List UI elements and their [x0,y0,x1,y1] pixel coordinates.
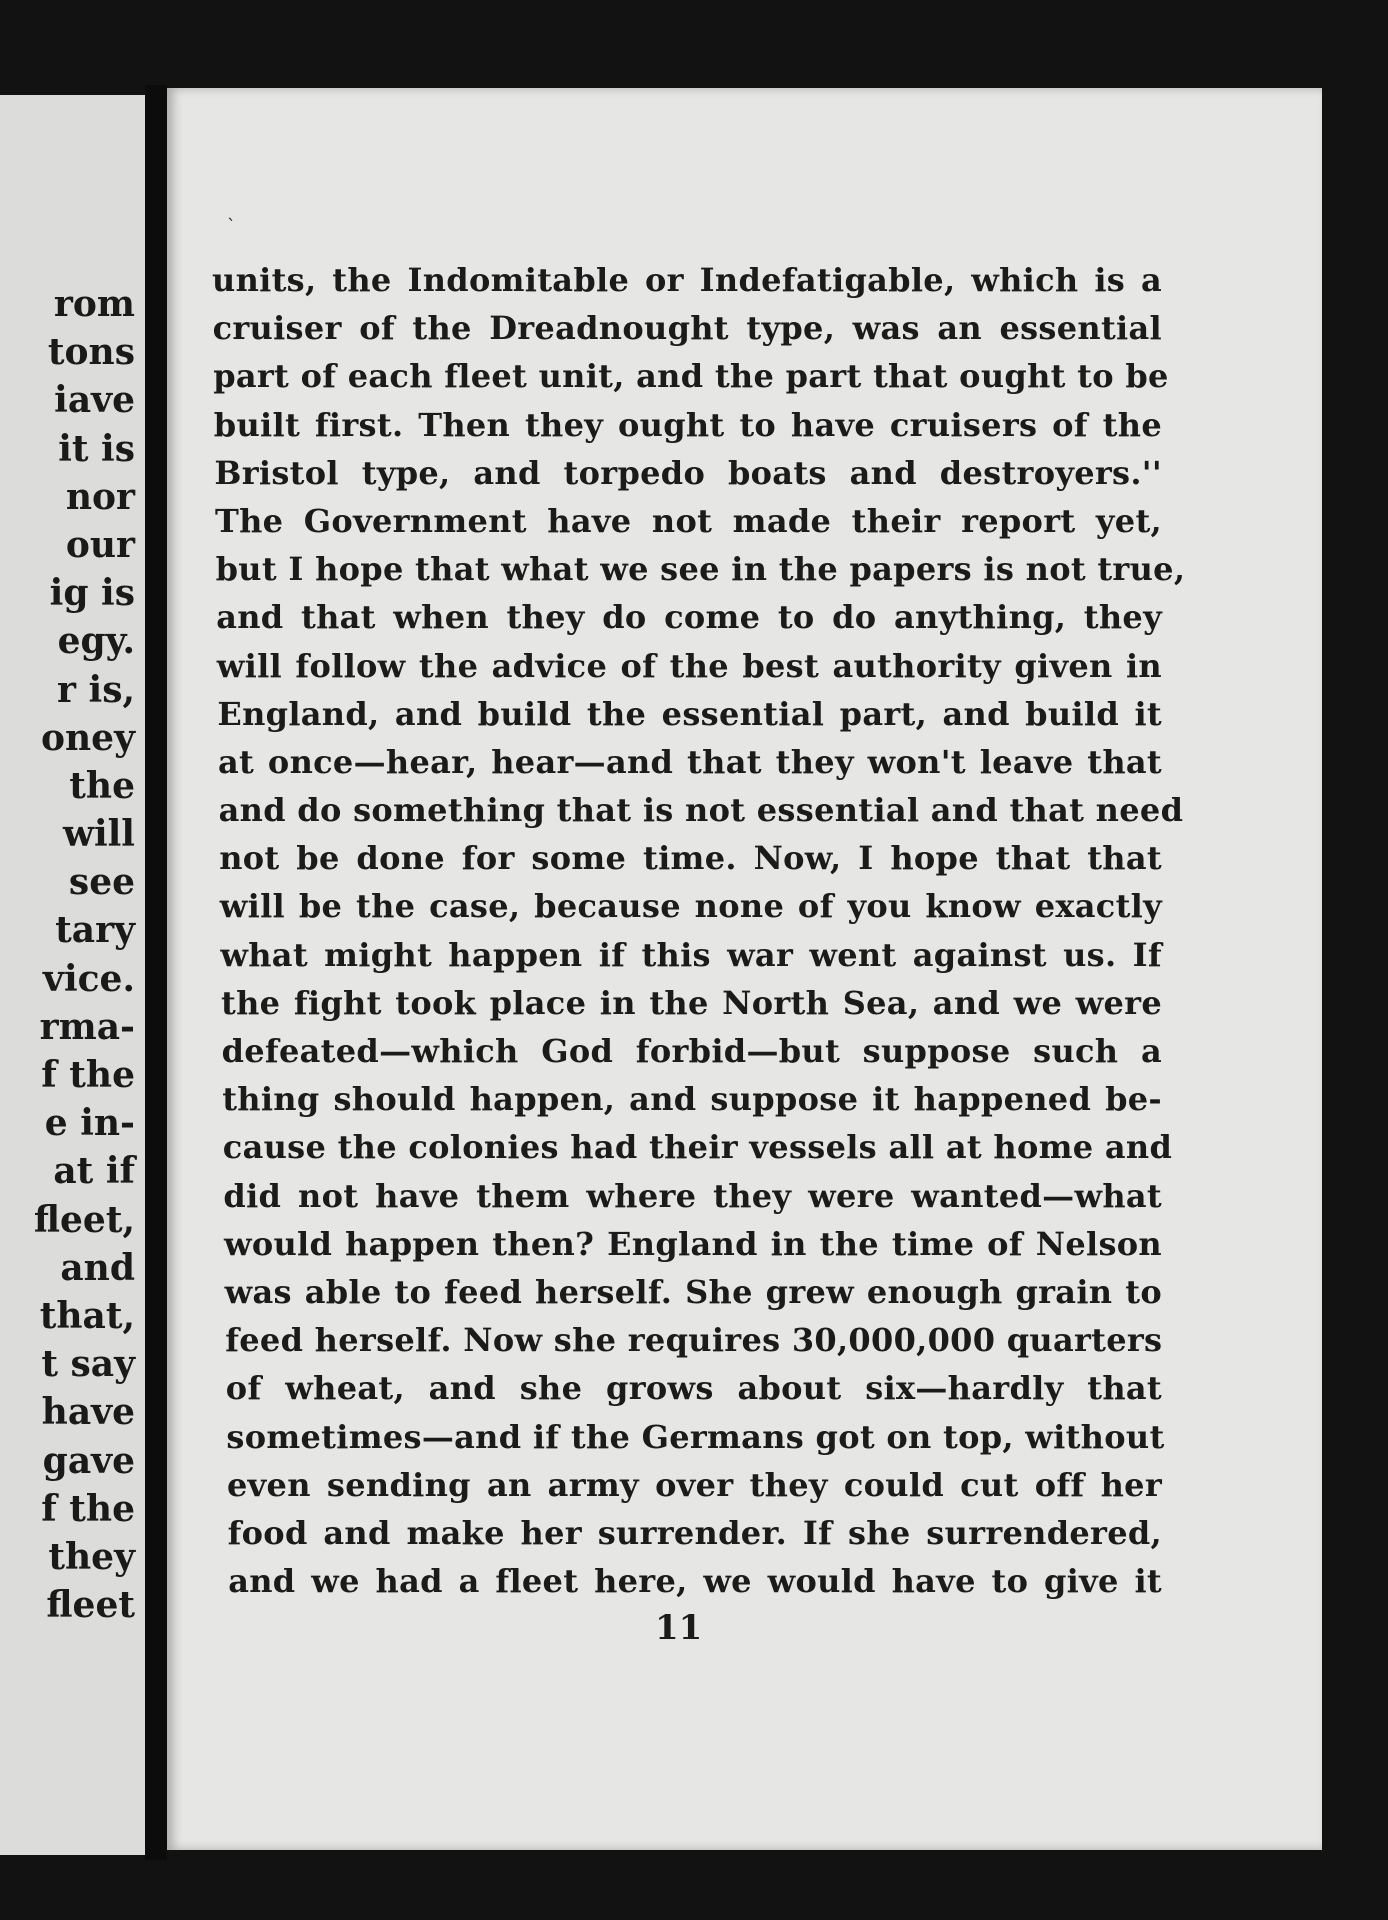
left-page-line: ig is [49,572,135,615]
left-page-line: tons [47,331,135,374]
text-line: The Government have not made their report yet, [215,501,1162,540]
left-page-line: have [41,1391,135,1434]
text-line: will follow the advice of the best authority given in [216,646,1162,685]
text-line: units, the Indomitable or Indefatigable, which is a [212,261,1162,299]
text-line: England, and build the essential part, and build it [217,694,1162,733]
text-line: built first. Then they ought to have cruisers of the [213,405,1162,444]
left-page-line: e in- [44,1102,135,1145]
text-line: cause the colonies had their vessels all at home and [222,1128,1173,1167]
text-line: what might happen if this war went against us. If [220,935,1162,974]
text-line: thing should happen, and suppose it happened be- [222,1080,1162,1119]
text-line: feed herself. Now she requires 30,000,000 quarters [225,1321,1163,1360]
text-line: part of each fleet unit, and the part that ought to be [213,357,1169,396]
text-line: of wheat, and she grows about six—hardly that [225,1369,1162,1408]
book-binding [145,85,167,1860]
left-page-line: it is [58,427,135,470]
text-line: and do something that is not essential and that need [218,791,1184,830]
text-line: was able to feed herself. She grew enough grain to [224,1272,1162,1311]
text-line: cruiser of the Dreadnought type, was an essential [212,309,1162,348]
left-page-line: see [68,861,135,904]
text-line: and that when they do come to do anything, they [216,598,1162,637]
left-page-line: at if [53,1150,135,1193]
left-page-line: and [60,1246,135,1289]
left-page-line: the [69,764,135,807]
left-page-line: f the [41,1054,135,1096]
left-page-line: egy. [57,620,135,663]
left-page-line: rma- [39,1005,135,1048]
left-page-line: will [62,813,135,856]
left-page-line: fleet, [33,1198,135,1241]
text-line: at once—hear, hear—and that they won't leave that [218,742,1162,781]
left-page-line: gave [42,1439,135,1482]
left-page-line: tary [55,909,135,952]
left-page-line: rom [53,283,135,325]
text-line: defeated—which God forbid—but suppose such a [221,1032,1162,1070]
text-line: will be the case, because none of you know exactly [219,887,1162,926]
page-body-text [212,256,1186,1605]
main-page [167,88,1322,1850]
text-line: but I hope that what we see in the papers is not true, [215,550,1186,589]
text-line: even sending an army over they could cut off her [227,1465,1162,1504]
left-page-line: t say [41,1343,135,1386]
text-line: would happen then? England in the time of Nelson [224,1224,1162,1263]
text-line: food and make her surrender. If she surrendered, [227,1513,1162,1552]
left-page-line: iave [54,379,135,422]
left-page-line: oney [40,716,135,759]
page-number: 11 [655,1608,703,1648]
left-page-line: they [48,1535,135,1578]
left-page-line: vice. [43,957,135,1000]
text-line: and we had a fleet here, we would have to give it [228,1562,1162,1601]
left-page-line: that, [39,1294,135,1337]
left-page-line: fleet [46,1584,135,1627]
left-page-line: our [65,523,135,566]
text-line: did not have them where they were wanted—what [223,1176,1162,1215]
left-page-text [34,280,135,1629]
ink-mark: ˋ [227,216,236,237]
text-line: not be done for some time. Now, I hope that that [219,839,1162,878]
text-line: Bristol type, and torpedo boats and destroyers.'' [214,453,1162,492]
left-page-line: r is, [57,668,135,711]
text-line: the fight took place in the North Sea, and we were [221,983,1162,1022]
left-page-edge [0,95,145,1855]
left-page-line: nor [65,475,135,518]
left-page-line: f the [41,1487,135,1530]
text-line: sometimes—and if the Germans got on top, without [226,1417,1165,1456]
